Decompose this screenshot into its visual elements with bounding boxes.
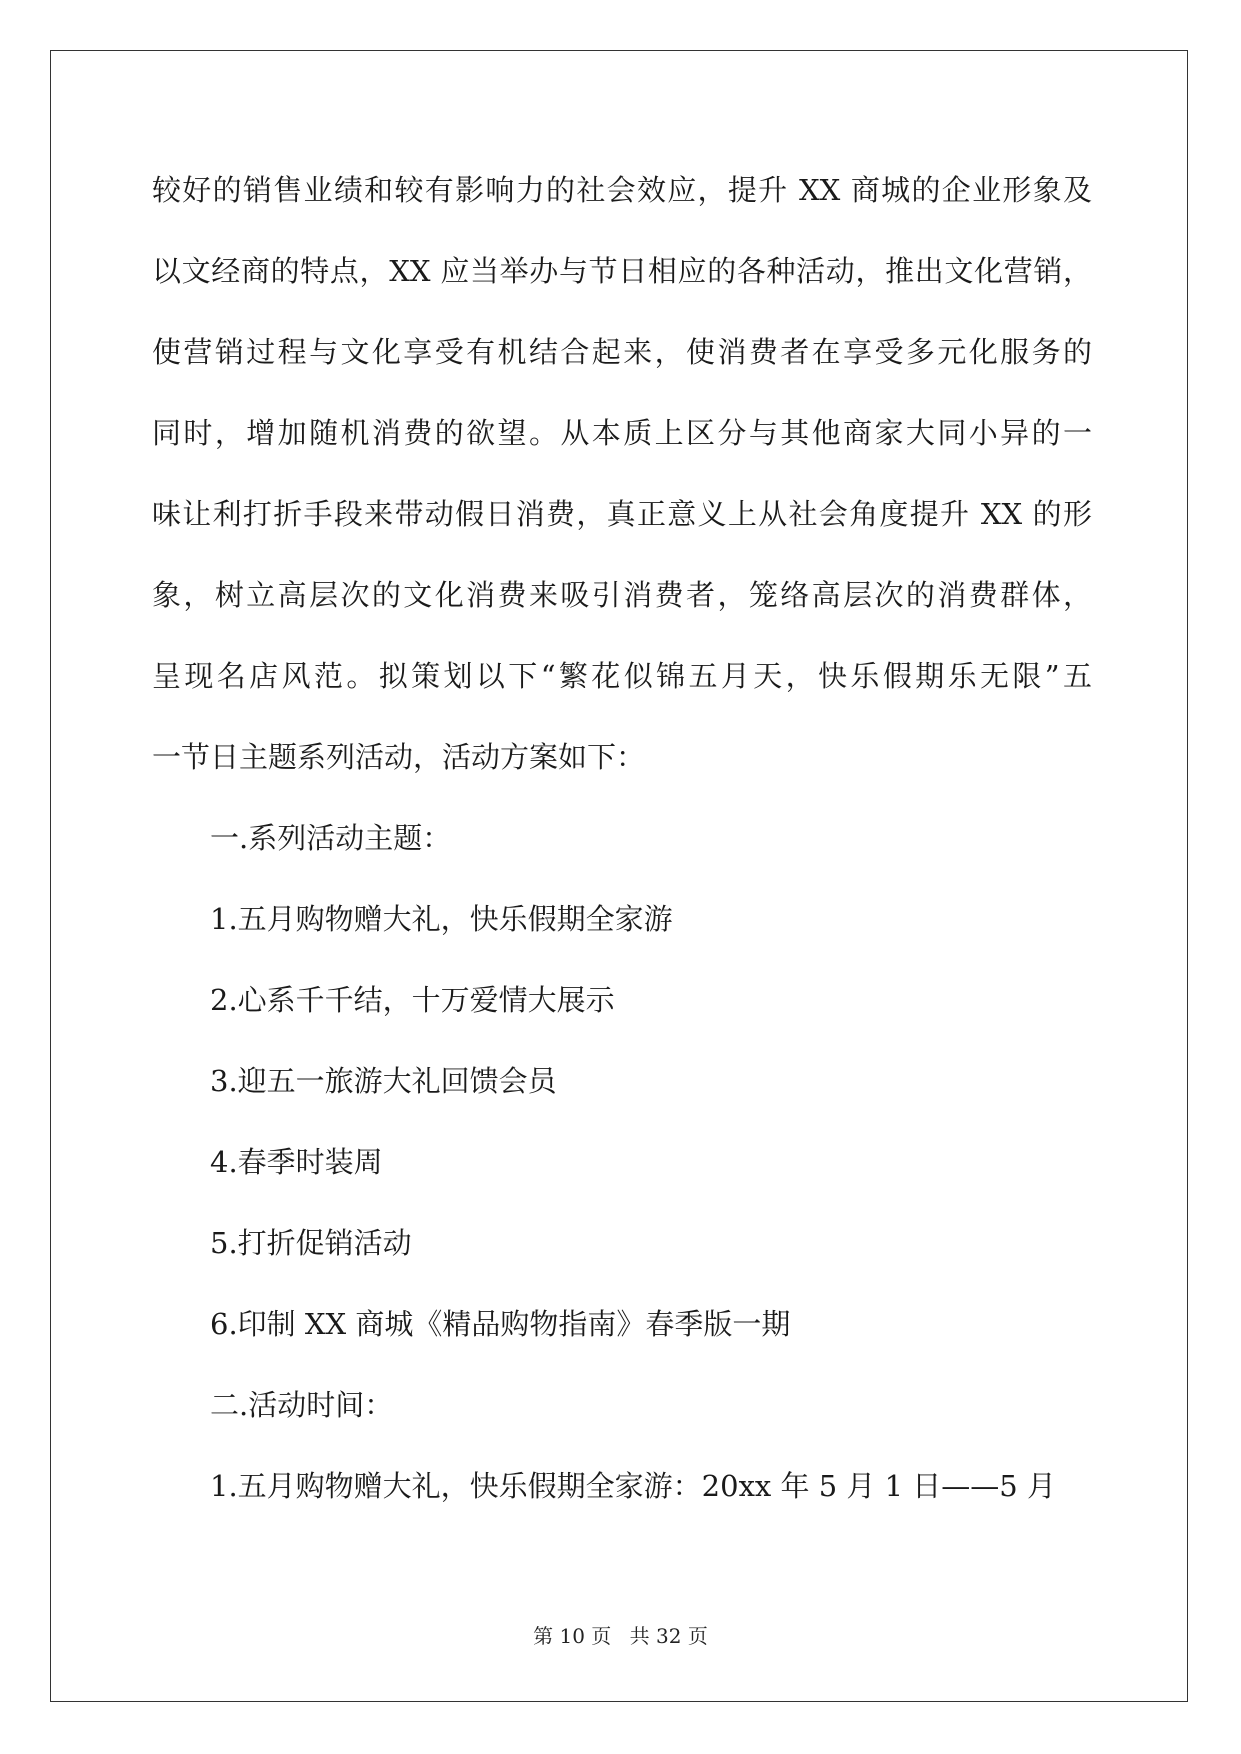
paragraph-line: 象，树立高层次的文化消费来吸引消费者，笼络高层次的消费群体， xyxy=(152,578,1092,612)
paragraph-line: 呈现名店风范。拟策划以下“繁花似锦五月天，快乐假期乐无限”五 xyxy=(152,659,1092,693)
page-number: 第 10 页 xyxy=(533,1624,612,1648)
paragraph-line: 味让利打折手段来带动假日消费，真正意义上从社会角度提升 XX 的形 xyxy=(152,497,1092,531)
section-heading: 一.系列活动主题： xyxy=(210,821,452,855)
paragraph-line: 较好的销售业绩和较有影响力的社会效应，提升 XX 商城的企业形象及 xyxy=(152,173,1092,207)
section-heading: 二.活动时间： xyxy=(210,1388,394,1422)
paragraph-line: 以文经商的特点，XX 应当举办与节日相应的各种活动，推出文化营销， xyxy=(152,254,1092,288)
paragraph-line: 同时，增加随机消费的欲望。从本质上区分与其他商家大同小异的一 xyxy=(152,416,1092,450)
list-item: 4.春季时装周 xyxy=(210,1145,383,1179)
list-item: 1.五月购物赠大礼，快乐假期全家游 xyxy=(210,902,673,936)
total-pages: 共 32 页 xyxy=(629,1624,708,1648)
paragraph-line: 一节日主题系列活动，活动方案如下： xyxy=(152,740,646,774)
page-footer xyxy=(0,1620,1241,1649)
list-item: 5.打折促销活动 xyxy=(210,1226,412,1260)
paragraph-line: 使营销过程与文化享受有机结合起来，使消费者在享受多元化服务的 xyxy=(152,335,1092,369)
list-item: 6.印制 XX 商城《精品购物指南》春季版一期 xyxy=(210,1307,791,1341)
list-item: 3.迎五一旅游大礼回馈会员 xyxy=(210,1064,557,1098)
list-item: 2.心系千千结，十万爱情大展示 xyxy=(210,983,615,1017)
list-item: 1.五月购物赠大礼，快乐假期全家游：20xx 年 5 月 1 日——5 月 xyxy=(210,1469,1056,1503)
document-body xyxy=(152,165,1092,1542)
